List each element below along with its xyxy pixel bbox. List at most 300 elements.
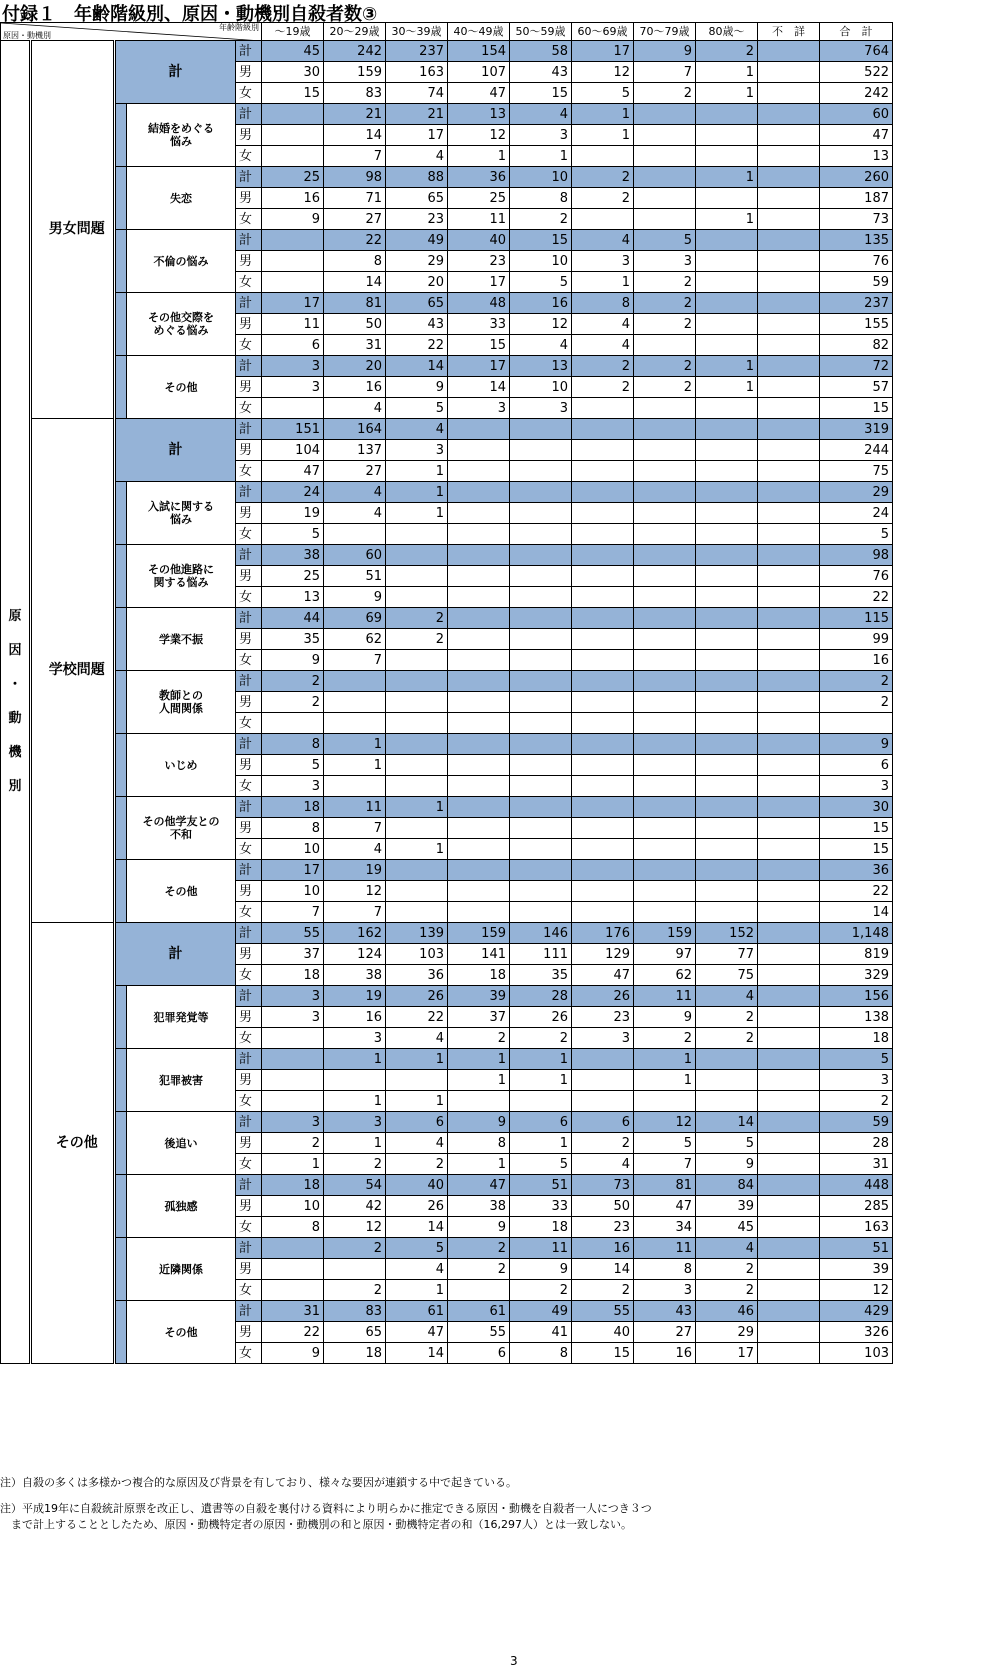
data-cell bbox=[448, 545, 510, 566]
data-cell bbox=[758, 545, 820, 566]
data-cell: 13 bbox=[262, 587, 324, 608]
sex-label: 女 bbox=[236, 209, 262, 230]
data-cell bbox=[758, 986, 820, 1007]
data-cell: 8 bbox=[510, 1343, 572, 1364]
data-cell bbox=[696, 629, 758, 650]
data-cell: 159 bbox=[324, 62, 386, 83]
data-cell bbox=[758, 419, 820, 440]
data-cell bbox=[510, 629, 572, 650]
data-cell bbox=[510, 419, 572, 440]
data-cell bbox=[634, 545, 696, 566]
data-cell bbox=[758, 461, 820, 482]
column-header: 40～49歳 bbox=[448, 23, 510, 41]
data-cell: 237 bbox=[820, 293, 893, 314]
data-cell: 5 bbox=[262, 755, 324, 776]
data-cell bbox=[572, 461, 634, 482]
data-cell: 819 bbox=[820, 944, 893, 965]
data-cell: 6 bbox=[572, 1112, 634, 1133]
outer-label-char: 動 bbox=[8, 711, 22, 726]
data-cell bbox=[448, 629, 510, 650]
data-cell: 12 bbox=[820, 1280, 893, 1301]
sex-label: 女 bbox=[236, 965, 262, 986]
data-cell: 2 bbox=[448, 1259, 510, 1280]
data-cell: 3 bbox=[572, 251, 634, 272]
data-cell: 16 bbox=[510, 293, 572, 314]
data-cell: 1 bbox=[386, 839, 448, 860]
data-cell: 3 bbox=[572, 1028, 634, 1049]
data-cell bbox=[758, 1133, 820, 1154]
data-cell: 3 bbox=[262, 776, 324, 797]
header-corner-cell bbox=[1, 23, 262, 41]
table-row bbox=[1, 545, 893, 566]
data-cell: 11 bbox=[448, 209, 510, 230]
data-cell: 9 bbox=[262, 650, 324, 671]
subcategory-label: 不倫の悩み bbox=[127, 230, 236, 293]
data-cell bbox=[572, 629, 634, 650]
data-cell: 33 bbox=[510, 1196, 572, 1217]
column-header: ～19歳 bbox=[262, 23, 324, 41]
sub-spacer bbox=[115, 167, 127, 230]
sex-label: 男 bbox=[236, 251, 262, 272]
data-cell: 1 bbox=[510, 146, 572, 167]
data-cell bbox=[386, 755, 448, 776]
sex-label: 女 bbox=[236, 902, 262, 923]
data-cell: 36 bbox=[386, 965, 448, 986]
data-cell bbox=[386, 713, 448, 734]
data-cell bbox=[696, 818, 758, 839]
data-cell: 47 bbox=[448, 1175, 510, 1196]
data-cell: 47 bbox=[634, 1196, 696, 1217]
data-cell: 22 bbox=[386, 335, 448, 356]
data-cell: 1 bbox=[572, 104, 634, 125]
data-cell bbox=[696, 482, 758, 503]
data-cell bbox=[758, 881, 820, 902]
data-cell bbox=[634, 209, 696, 230]
data-cell: 163 bbox=[820, 1217, 893, 1238]
data-cell bbox=[262, 713, 324, 734]
data-cell bbox=[572, 545, 634, 566]
data-cell: 3 bbox=[386, 440, 448, 461]
table-row bbox=[1, 1301, 893, 1322]
data-cell bbox=[510, 755, 572, 776]
data-cell: 82 bbox=[820, 335, 893, 356]
data-cell: 2 bbox=[696, 1259, 758, 1280]
subcategory-label: 後追い bbox=[127, 1112, 236, 1175]
data-cell: 8 bbox=[448, 1133, 510, 1154]
data-cell bbox=[510, 713, 572, 734]
sex-label: 女 bbox=[236, 776, 262, 797]
data-cell: 4 bbox=[572, 335, 634, 356]
data-cell: 1 bbox=[696, 377, 758, 398]
sex-label: 女 bbox=[236, 839, 262, 860]
subcategory-label: 近隣関係 bbox=[127, 1238, 236, 1301]
data-cell: 7 bbox=[262, 902, 324, 923]
data-cell: 3 bbox=[262, 377, 324, 398]
data-cell: 47 bbox=[386, 1322, 448, 1343]
note-2: 注）平成19年に自殺統計原票を改正し、遺書等の自殺を裏付ける資料により明らかに推定できる原因・動機を自殺者一人につき３つ まで計上することとしたため、原因・動機特定者の原因・動機別の和と原因・動機特定者の和（16,297人）とは一致しない。 bbox=[0, 1502, 652, 1531]
sex-label: 女 bbox=[236, 461, 262, 482]
data-cell bbox=[758, 755, 820, 776]
data-cell: 10 bbox=[262, 1196, 324, 1217]
data-cell: 98 bbox=[324, 167, 386, 188]
data-cell bbox=[510, 608, 572, 629]
table-row bbox=[1, 104, 893, 125]
data-cell bbox=[324, 713, 386, 734]
data-cell bbox=[758, 1322, 820, 1343]
data-cell: 98 bbox=[820, 545, 893, 566]
table-row bbox=[1, 671, 893, 692]
data-cell bbox=[634, 566, 696, 587]
data-cell bbox=[758, 1280, 820, 1301]
data-cell bbox=[696, 860, 758, 881]
data-cell: 2 bbox=[386, 629, 448, 650]
data-cell: 24 bbox=[820, 503, 893, 524]
data-cell: 135 bbox=[820, 230, 893, 251]
sex-label: 計 bbox=[236, 104, 262, 125]
data-cell: 2 bbox=[448, 1238, 510, 1259]
data-cell: 137 bbox=[324, 440, 386, 461]
data-cell bbox=[758, 209, 820, 230]
data-cell: 242 bbox=[820, 83, 893, 104]
sex-label: 女 bbox=[236, 587, 262, 608]
data-cell: 9 bbox=[634, 41, 696, 62]
data-cell bbox=[572, 1070, 634, 1091]
data-cell: 1 bbox=[386, 461, 448, 482]
data-cell bbox=[262, 1238, 324, 1259]
sex-label: 男 bbox=[236, 1322, 262, 1343]
data-cell: 2 bbox=[262, 671, 324, 692]
data-cell bbox=[572, 440, 634, 461]
sex-label: 女 bbox=[236, 146, 262, 167]
sex-label: 計 bbox=[236, 1301, 262, 1322]
table-row bbox=[1, 734, 893, 755]
data-cell: 14 bbox=[386, 356, 448, 377]
data-cell bbox=[572, 860, 634, 881]
data-cell: 3 bbox=[634, 1280, 696, 1301]
data-cell: 4 bbox=[696, 1238, 758, 1259]
data-cell bbox=[634, 629, 696, 650]
data-cell: 88 bbox=[386, 167, 448, 188]
data-cell: 2 bbox=[572, 1133, 634, 1154]
data-cell: 107 bbox=[448, 62, 510, 83]
data-cell bbox=[510, 818, 572, 839]
data-cell: 51 bbox=[324, 566, 386, 587]
data-cell bbox=[758, 314, 820, 335]
data-cell: 12 bbox=[324, 1217, 386, 1238]
data-cell: 14 bbox=[696, 1112, 758, 1133]
sex-label: 男 bbox=[236, 503, 262, 524]
data-cell: 18 bbox=[448, 965, 510, 986]
data-cell bbox=[696, 650, 758, 671]
data-cell: 65 bbox=[386, 293, 448, 314]
sex-label: 女 bbox=[236, 398, 262, 419]
data-cell bbox=[696, 272, 758, 293]
data-cell: 8 bbox=[262, 818, 324, 839]
data-cell: 1 bbox=[696, 83, 758, 104]
data-cell: 81 bbox=[634, 1175, 696, 1196]
data-cell bbox=[634, 461, 696, 482]
data-cell bbox=[758, 188, 820, 209]
data-cell bbox=[510, 482, 572, 503]
data-cell: 69 bbox=[324, 608, 386, 629]
data-cell bbox=[758, 776, 820, 797]
data-cell: 141 bbox=[448, 944, 510, 965]
subcategory-label: 孤独感 bbox=[127, 1175, 236, 1238]
table-row bbox=[1, 356, 893, 377]
data-cell: 55 bbox=[262, 923, 324, 944]
data-cell: 26 bbox=[386, 1196, 448, 1217]
data-cell: 39 bbox=[820, 1259, 893, 1280]
data-cell: 1 bbox=[696, 62, 758, 83]
data-cell bbox=[696, 587, 758, 608]
sex-label: 女 bbox=[236, 272, 262, 293]
group-total-label: 計 bbox=[115, 41, 236, 104]
data-cell: 6 bbox=[510, 1112, 572, 1133]
data-cell: 14 bbox=[448, 377, 510, 398]
data-cell bbox=[510, 797, 572, 818]
sex-label: 女 bbox=[236, 1280, 262, 1301]
column-header: 20～29歳 bbox=[324, 23, 386, 41]
data-cell: 1 bbox=[324, 1133, 386, 1154]
data-cell bbox=[758, 41, 820, 62]
column-header: 50～59歳 bbox=[510, 23, 572, 41]
data-cell: 2 bbox=[386, 608, 448, 629]
data-cell bbox=[448, 461, 510, 482]
data-cell bbox=[386, 818, 448, 839]
data-cell: 155 bbox=[820, 314, 893, 335]
sex-label: 男 bbox=[236, 566, 262, 587]
data-cell: 3 bbox=[262, 356, 324, 377]
data-cell: 2 bbox=[634, 377, 696, 398]
data-cell bbox=[758, 1343, 820, 1364]
data-cell: 115 bbox=[820, 608, 893, 629]
data-cell: 3 bbox=[262, 986, 324, 1007]
data-cell: 2 bbox=[572, 167, 634, 188]
data-cell: 23 bbox=[572, 1007, 634, 1028]
data-cell: 73 bbox=[572, 1175, 634, 1196]
subcategory-label: その他交際を めぐる悩み bbox=[127, 293, 236, 356]
subcategory-label: その他学友との 不和 bbox=[127, 797, 236, 860]
data-cell: 18 bbox=[510, 1217, 572, 1238]
subcategory-label: 入試に関する 悩み bbox=[127, 482, 236, 545]
data-cell bbox=[510, 524, 572, 545]
data-cell: 12 bbox=[510, 314, 572, 335]
data-cell bbox=[262, 1070, 324, 1091]
data-cell: 47 bbox=[448, 83, 510, 104]
data-cell: 2 bbox=[696, 41, 758, 62]
data-cell: 40 bbox=[386, 1175, 448, 1196]
data-cell: 1 bbox=[696, 209, 758, 230]
data-cell bbox=[758, 1070, 820, 1091]
data-cell bbox=[324, 776, 386, 797]
subcategory-label: その他 bbox=[127, 860, 236, 923]
data-cell: 35 bbox=[510, 965, 572, 986]
sub-spacer bbox=[115, 482, 127, 545]
data-cell: 1 bbox=[572, 125, 634, 146]
data-cell: 154 bbox=[448, 41, 510, 62]
data-cell bbox=[820, 713, 893, 734]
data-cell bbox=[386, 566, 448, 587]
data-cell bbox=[448, 587, 510, 608]
data-cell: 1 bbox=[386, 1280, 448, 1301]
data-cell: 4 bbox=[386, 1133, 448, 1154]
data-cell: 1 bbox=[510, 1049, 572, 1070]
data-cell: 19 bbox=[262, 503, 324, 524]
data-cell bbox=[510, 461, 572, 482]
data-cell: 5 bbox=[696, 1133, 758, 1154]
data-cell: 75 bbox=[820, 461, 893, 482]
suicide-statistics-table bbox=[0, 22, 893, 1364]
data-cell: 15 bbox=[820, 839, 893, 860]
data-cell: 81 bbox=[324, 293, 386, 314]
data-cell: 2 bbox=[634, 293, 696, 314]
data-cell: 17 bbox=[696, 1343, 758, 1364]
sex-label: 計 bbox=[236, 293, 262, 314]
data-cell: 2 bbox=[634, 83, 696, 104]
data-cell bbox=[572, 398, 634, 419]
data-cell: 4 bbox=[510, 104, 572, 125]
data-cell bbox=[696, 881, 758, 902]
data-cell: 1 bbox=[634, 1049, 696, 1070]
data-cell: 11 bbox=[634, 986, 696, 1007]
data-cell bbox=[572, 755, 634, 776]
data-cell: 285 bbox=[820, 1196, 893, 1217]
data-cell: 31 bbox=[324, 335, 386, 356]
data-cell: 37 bbox=[448, 1007, 510, 1028]
subcategory-label: いじめ bbox=[127, 734, 236, 797]
data-cell bbox=[696, 713, 758, 734]
data-cell bbox=[758, 146, 820, 167]
data-cell bbox=[696, 419, 758, 440]
data-cell: 764 bbox=[820, 41, 893, 62]
sub-spacer bbox=[115, 356, 127, 419]
data-cell bbox=[510, 566, 572, 587]
sex-label: 計 bbox=[236, 734, 262, 755]
data-cell: 9 bbox=[448, 1112, 510, 1133]
data-cell: 17 bbox=[448, 356, 510, 377]
data-cell: 26 bbox=[386, 986, 448, 1007]
sex-label: 女 bbox=[236, 1028, 262, 1049]
data-cell bbox=[448, 755, 510, 776]
data-cell: 6 bbox=[820, 755, 893, 776]
data-cell bbox=[634, 440, 696, 461]
data-cell: 44 bbox=[262, 608, 324, 629]
data-cell: 62 bbox=[634, 965, 696, 986]
group-spacer bbox=[31, 41, 41, 419]
data-cell: 152 bbox=[696, 923, 758, 944]
data-cell: 37 bbox=[262, 944, 324, 965]
data-cell bbox=[448, 566, 510, 587]
data-cell: 5 bbox=[262, 524, 324, 545]
sex-label: 女 bbox=[236, 1091, 262, 1112]
page-title: 付録１ 年齢階級別、原因・動機別自殺者数③ bbox=[2, 4, 378, 25]
data-cell: 22 bbox=[820, 881, 893, 902]
data-cell bbox=[448, 524, 510, 545]
data-cell bbox=[448, 440, 510, 461]
data-cell: 15 bbox=[448, 335, 510, 356]
data-cell: 2 bbox=[262, 1133, 324, 1154]
sub-spacer bbox=[115, 797, 127, 860]
table-row bbox=[1, 482, 893, 503]
data-cell bbox=[572, 566, 634, 587]
data-cell: 3 bbox=[634, 251, 696, 272]
sex-label: 計 bbox=[236, 356, 262, 377]
data-cell bbox=[572, 209, 634, 230]
data-cell: 7 bbox=[324, 902, 386, 923]
data-cell bbox=[758, 356, 820, 377]
data-cell: 97 bbox=[634, 944, 696, 965]
data-cell: 2 bbox=[324, 1154, 386, 1175]
data-cell: 55 bbox=[572, 1301, 634, 1322]
data-cell bbox=[634, 797, 696, 818]
data-cell bbox=[696, 797, 758, 818]
data-cell: 12 bbox=[572, 62, 634, 83]
data-cell: 17 bbox=[262, 860, 324, 881]
data-cell: 237 bbox=[386, 41, 448, 62]
data-cell bbox=[634, 776, 696, 797]
column-header: 不 詳 bbox=[758, 23, 820, 41]
data-cell: 38 bbox=[262, 545, 324, 566]
subcategory-label: 学業不振 bbox=[127, 608, 236, 671]
subcategory-label: 犯罪被害 bbox=[127, 1049, 236, 1112]
outer-label-cause-motive bbox=[1, 41, 31, 1364]
data-cell bbox=[572, 1049, 634, 1070]
sex-label: 女 bbox=[236, 1343, 262, 1364]
data-cell: 61 bbox=[448, 1301, 510, 1322]
data-cell: 4 bbox=[324, 482, 386, 503]
data-cell bbox=[510, 881, 572, 902]
sub-spacer bbox=[115, 1049, 127, 1112]
data-cell: 2 bbox=[324, 1280, 386, 1301]
data-cell bbox=[696, 440, 758, 461]
data-cell bbox=[510, 734, 572, 755]
outer-label-char: 因 bbox=[8, 643, 22, 658]
data-cell: 8 bbox=[262, 734, 324, 755]
data-cell: 76 bbox=[820, 251, 893, 272]
data-cell: 77 bbox=[696, 944, 758, 965]
data-cell: 29 bbox=[696, 1322, 758, 1343]
data-cell: 17 bbox=[262, 293, 324, 314]
data-cell: 10 bbox=[262, 881, 324, 902]
table-row bbox=[1, 419, 893, 440]
data-cell: 429 bbox=[820, 1301, 893, 1322]
data-cell bbox=[386, 587, 448, 608]
data-cell bbox=[510, 692, 572, 713]
sub-spacer bbox=[115, 608, 127, 671]
data-cell: 31 bbox=[262, 1301, 324, 1322]
data-cell bbox=[262, 1259, 324, 1280]
column-header: 80歳～ bbox=[696, 23, 758, 41]
data-cell bbox=[572, 776, 634, 797]
sex-label: 女 bbox=[236, 335, 262, 356]
data-cell: 5 bbox=[510, 272, 572, 293]
data-cell: 22 bbox=[386, 1007, 448, 1028]
data-cell: 7 bbox=[324, 818, 386, 839]
data-cell: 7 bbox=[324, 146, 386, 167]
data-cell bbox=[448, 608, 510, 629]
data-cell: 1 bbox=[324, 734, 386, 755]
data-cell: 2 bbox=[820, 1091, 893, 1112]
data-cell bbox=[510, 839, 572, 860]
sex-label: 女 bbox=[236, 713, 262, 734]
data-cell: 1 bbox=[386, 503, 448, 524]
data-cell: 59 bbox=[820, 272, 893, 293]
data-cell: 18 bbox=[324, 1343, 386, 1364]
sex-label: 男 bbox=[236, 1007, 262, 1028]
data-cell: 55 bbox=[448, 1322, 510, 1343]
data-cell bbox=[324, 692, 386, 713]
table-row bbox=[1, 1112, 893, 1133]
